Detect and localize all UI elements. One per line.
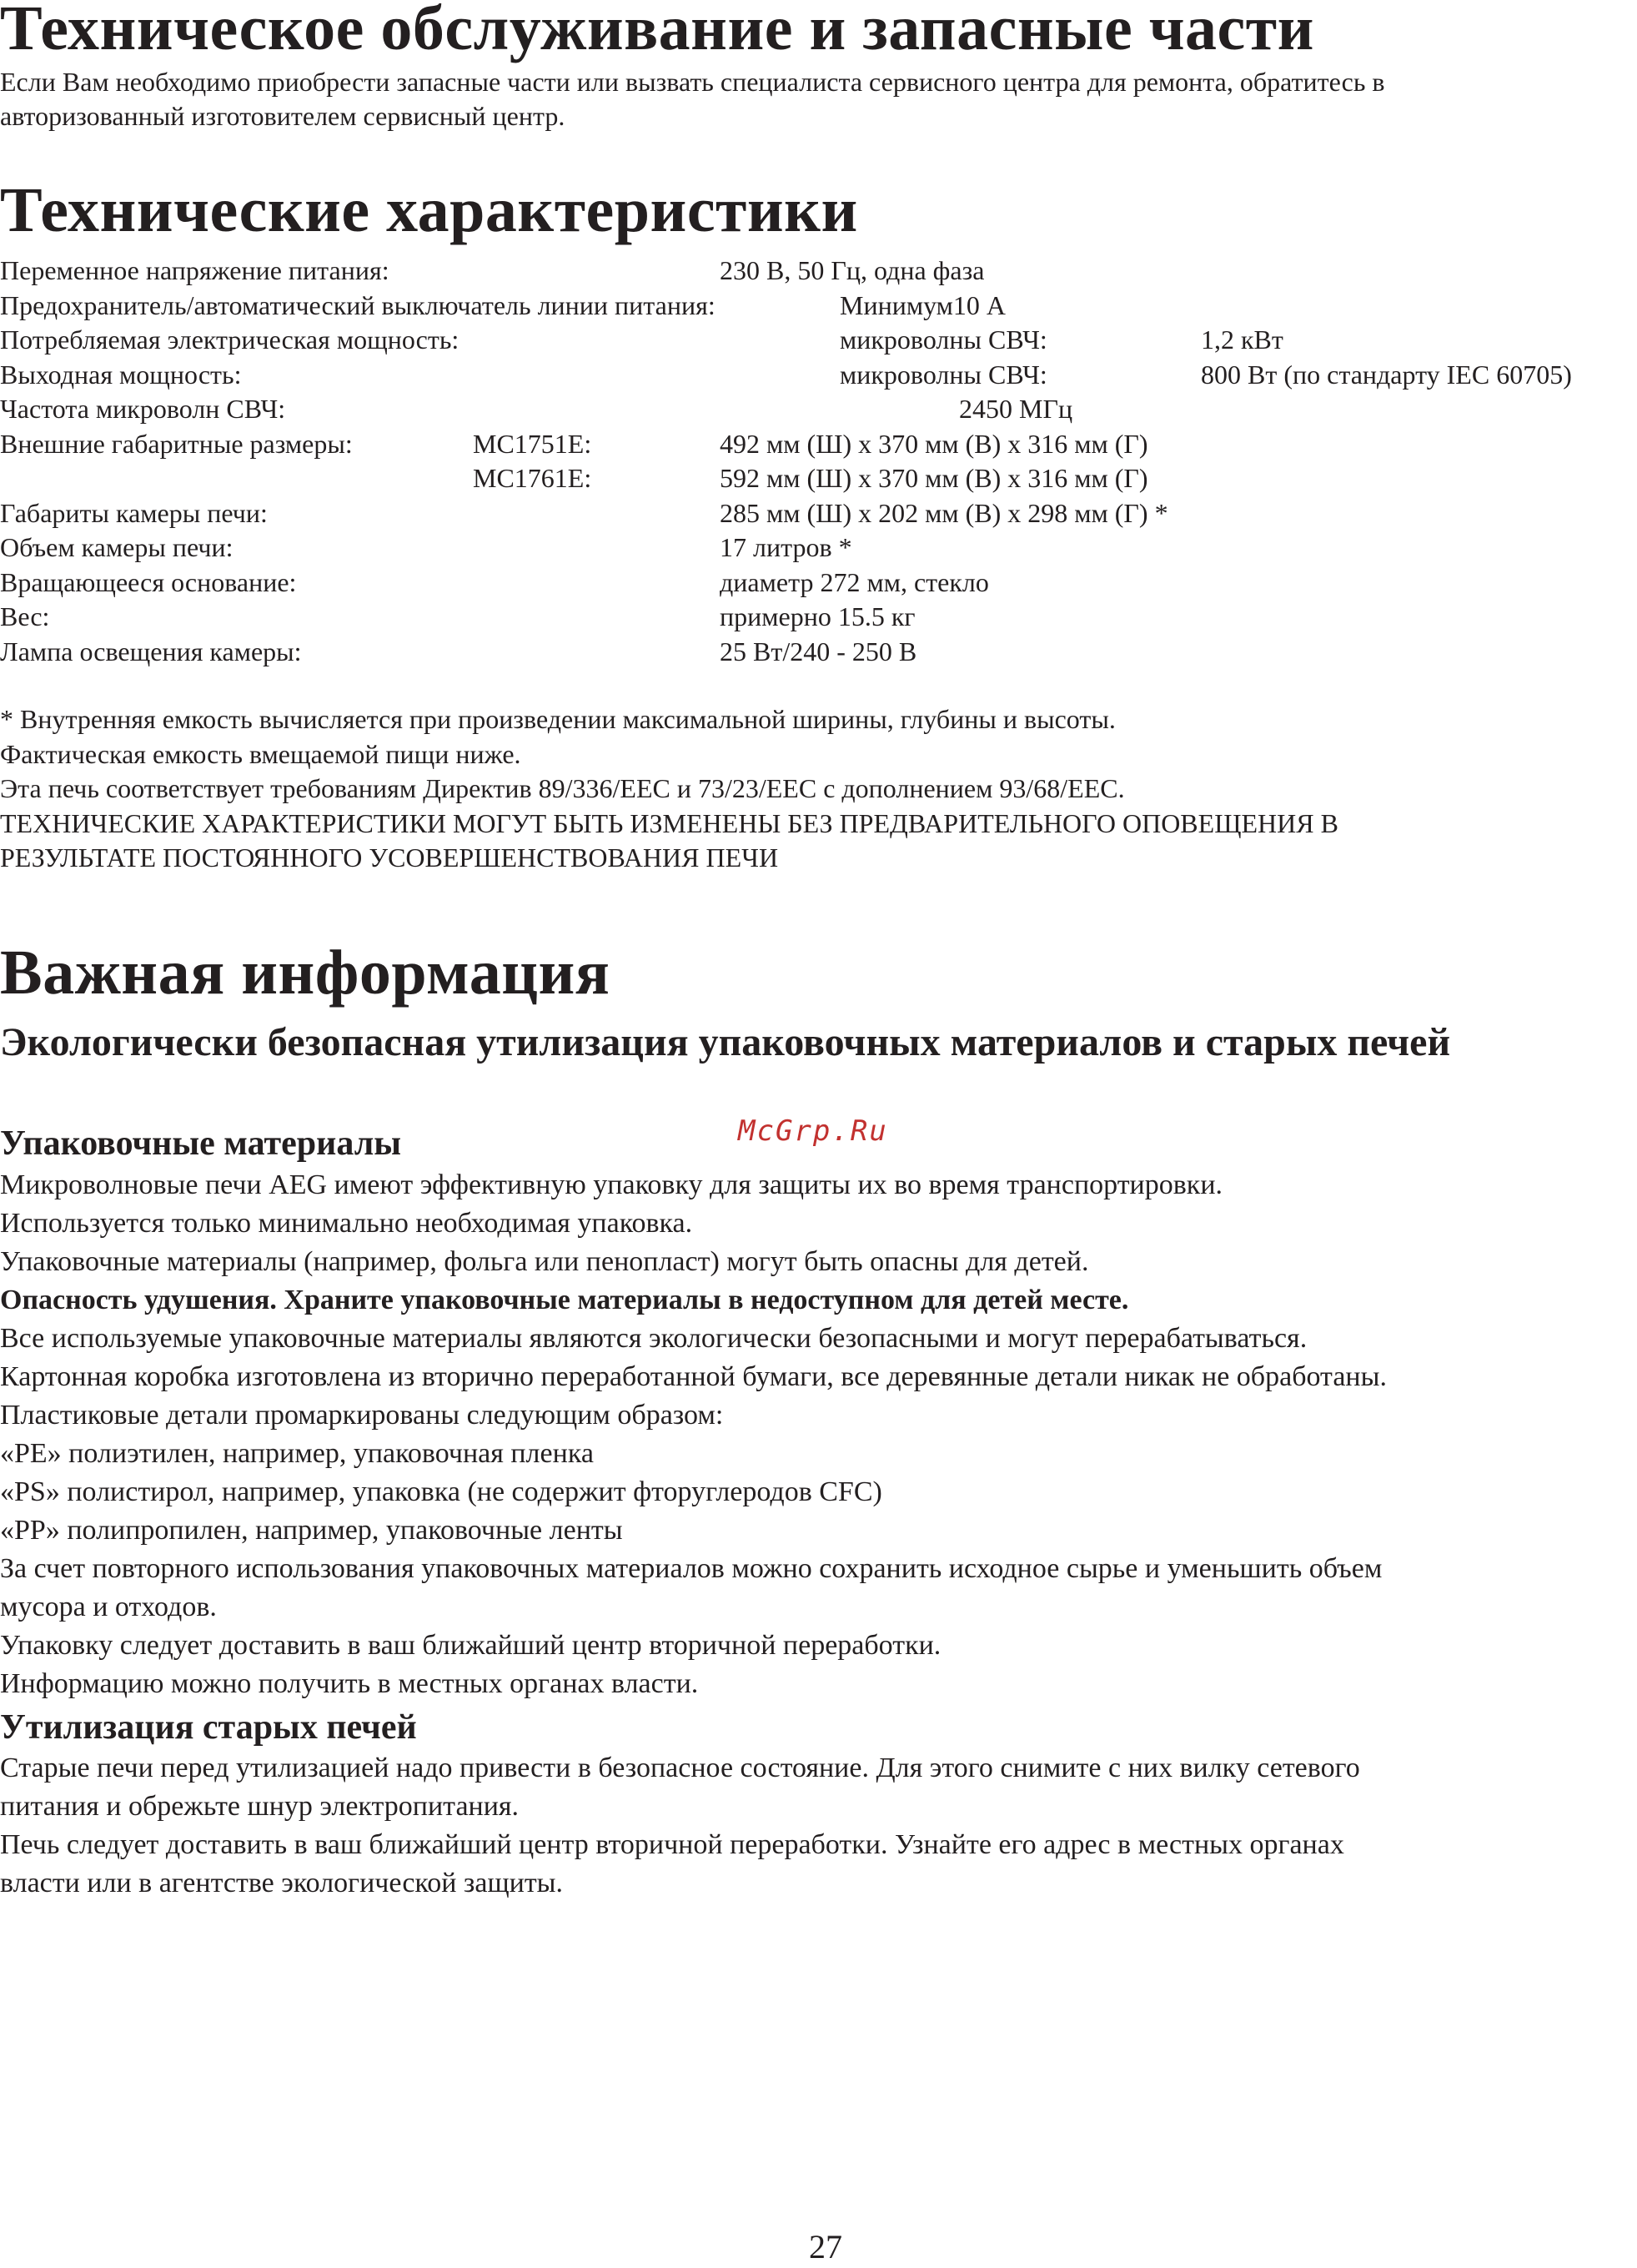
specs-table: [0, 254, 1637, 669]
specs-note: Фактическая емкость вмещаемой пищи ниже.: [0, 738, 521, 769]
spec-value: 492 мм (Ш) x 370 мм (В) x 316 мм (Г): [720, 428, 1148, 459]
important-title: Важная информация: [0, 938, 610, 1008]
packaging-line: За счет повторного использования упаковочных материалов можно сохранить исходное сырье и уменьшить объем: [0, 1553, 1383, 1584]
watermark: McGrp.Ru: [738, 1114, 888, 1148]
packaging-warning: Опасность удушения. Храните упаковочные материалы в недоступном для детей месте.: [0, 1285, 1129, 1315]
spec-label: Объем камеры печи:: [0, 532, 233, 562]
old-ovens-body: [0, 1749, 1626, 1903]
specs-title: Технические характеристики: [0, 175, 858, 245]
spec-value: диаметр 272 мм, стекло: [720, 566, 989, 597]
spec-row-voltage: [0, 254, 1637, 289]
specs-note: * Внутренняя емкость вычисляется при произведении максимальной ширины, глубины и высоты.: [0, 704, 1116, 734]
spec-row-lamp: [0, 635, 1637, 670]
packaging-line: Используется только минимально необходимая упаковка.: [0, 1208, 693, 1239]
packaging-line: Картонная коробка изготовлена из вторично переработанной бумаги, все деревянные детали никак не обработаны.: [0, 1361, 1387, 1392]
spec-value: 17 литров *: [720, 532, 852, 562]
spec-row-frequency: [0, 392, 1637, 427]
spec-row-power-out: [0, 358, 1637, 393]
spec-sublabel: микроволны СВЧ:: [840, 359, 1047, 390]
spec-row-turntable: [0, 566, 1637, 601]
spec-value: примерно 15.5 кг: [720, 601, 916, 631]
spec-model: MC1751E:: [473, 428, 592, 459]
packaging-line: Упаковочные материалы (например, фольга или пенопласт) могут быть опасны для детей.: [0, 1246, 1089, 1277]
spec-row-weight: [0, 600, 1637, 635]
spec-row-power-in: [0, 323, 1637, 358]
packaging-line: «PS» полистирол, например, упаковка (не содержит фторуглеродов CFC): [0, 1476, 882, 1507]
page-number: 27: [809, 2228, 842, 2265]
maintenance-line: авторизованный изготовителем сервисный центр.: [0, 101, 565, 131]
spec-model: MC1761E:: [473, 463, 592, 493]
maintenance-line: Если Вам необходимо приобрести запасные части или вызвать специалиста сервисного центра для ремонта, обратитесь в: [0, 67, 1385, 97]
old-ovens-line: питания и обрежьте шнур электропитания.: [0, 1791, 520, 1822]
spec-value: 230 В, 50 Гц, одна фаза: [720, 255, 985, 285]
spec-label: Вращающееся основание:: [0, 566, 297, 597]
packaging-line: Пластиковые детали промаркированы следующим образом:: [0, 1400, 724, 1431]
spec-label: Потребляемая электрическая мощность:: [0, 324, 459, 355]
spec-row-cavity: [0, 496, 1637, 531]
spec-row-fuse: [0, 289, 1637, 324]
old-ovens-line: власти или в агентстве экологической защиты.: [0, 1868, 564, 1898]
packaging-line: Информацию можно получить в местных органах власти.: [0, 1668, 699, 1699]
specs-note: Эта печь соответствует требованиям Директив 89/336/EEC и 73/23/EEC с дополнением 93/68/EEC.: [0, 773, 1125, 803]
maintenance-body: [0, 65, 1601, 133]
specs-note: ТЕХНИЧЕСКИЕ ХАРАКТЕРИСТИКИ МОГУТ БЫТЬ ИЗМЕНЕНЫ БЕЗ ПРЕДВАРИТЕЛЬНОГО ОПОВЕЩЕНИЯ В: [0, 807, 1338, 838]
important-subtitle: Экологически безопасная утилизация упаковочных материалов и старых печей: [0, 1020, 1451, 1064]
spec-sublabel: микроволны СВЧ:: [840, 324, 1047, 355]
spec-label: Лампа освещения камеры:: [0, 636, 302, 666]
old-ovens-line: Печь следует доставить в ваш ближайший центр вторичной переработки. Узнайте его адрес в местных органах: [0, 1829, 1344, 1860]
packaging-line: Упаковку следует доставить в ваш ближайший центр вторичной переработки.: [0, 1630, 942, 1661]
old-ovens-line: Старые печи перед утилизацией надо привести в безопасное состояние. Для этого снимите с них вилку сетевого: [0, 1753, 1360, 1783]
spec-label: Частота микроволн СВЧ:: [0, 394, 286, 424]
packaging-line: Все используемые упаковочные материалы являются экологически безопасными и могут перерабатываться.: [0, 1323, 1308, 1354]
spec-value: 1,2 кВт: [1201, 324, 1283, 355]
spec-label: Внешние габаритные размеры:: [0, 428, 353, 459]
packaging-body: [0, 1166, 1637, 1703]
spec-label: Переменное напряжение питания:: [0, 255, 389, 285]
spec-label: Габариты камеры печи:: [0, 497, 268, 528]
spec-value: 2450 МГц: [959, 394, 1073, 424]
spec-row-volume: [0, 531, 1637, 566]
packaging-line: Микроволновые печи AEG имеют эффективную упаковку для защиты их во время транспортировки.: [0, 1169, 1223, 1200]
packaging-title: Упаковочные материалы: [0, 1124, 402, 1163]
spec-label: Предохранитель/автоматический выключатель линии питания:: [0, 289, 716, 320]
maintenance-title: Техническое обслуживание и запасные части: [0, 0, 1314, 63]
spec-value: 25 Вт/240 - 250 В: [720, 636, 917, 666]
specs-note: РЕЗУЛЬТАТЕ ПОСТОЯННОГО УСОВЕРШЕНСТВОВАНИЯ ПЕЧИ: [0, 842, 779, 873]
specs-notes: [0, 702, 1634, 876]
spec-value: 592 мм (Ш) x 370 мм (В) x 316 мм (Г): [720, 463, 1148, 493]
spec-value: 285 мм (Ш) x 202 мм (В) x 298 мм (Г) *: [720, 497, 1168, 528]
spec-row-dims-2: [0, 461, 1637, 496]
spec-value: Минимум10 А: [840, 289, 1007, 320]
spec-row-dims-1: [0, 427, 1637, 462]
packaging-line: «PE» полиэтилен, например, упаковочная пленка: [0, 1438, 594, 1469]
spec-value: 800 Вт (по стандарту IEC 60705): [1201, 359, 1572, 390]
packaging-line: «PP» полипропилен, например, упаковочные ленты: [0, 1515, 623, 1546]
old-ovens-title: Утилизация старых печей: [0, 1708, 417, 1747]
spec-label: Вес:: [0, 601, 50, 631]
spec-label: Выходная мощность:: [0, 359, 242, 390]
packaging-line: мусора и отходов.: [0, 1592, 217, 1622]
